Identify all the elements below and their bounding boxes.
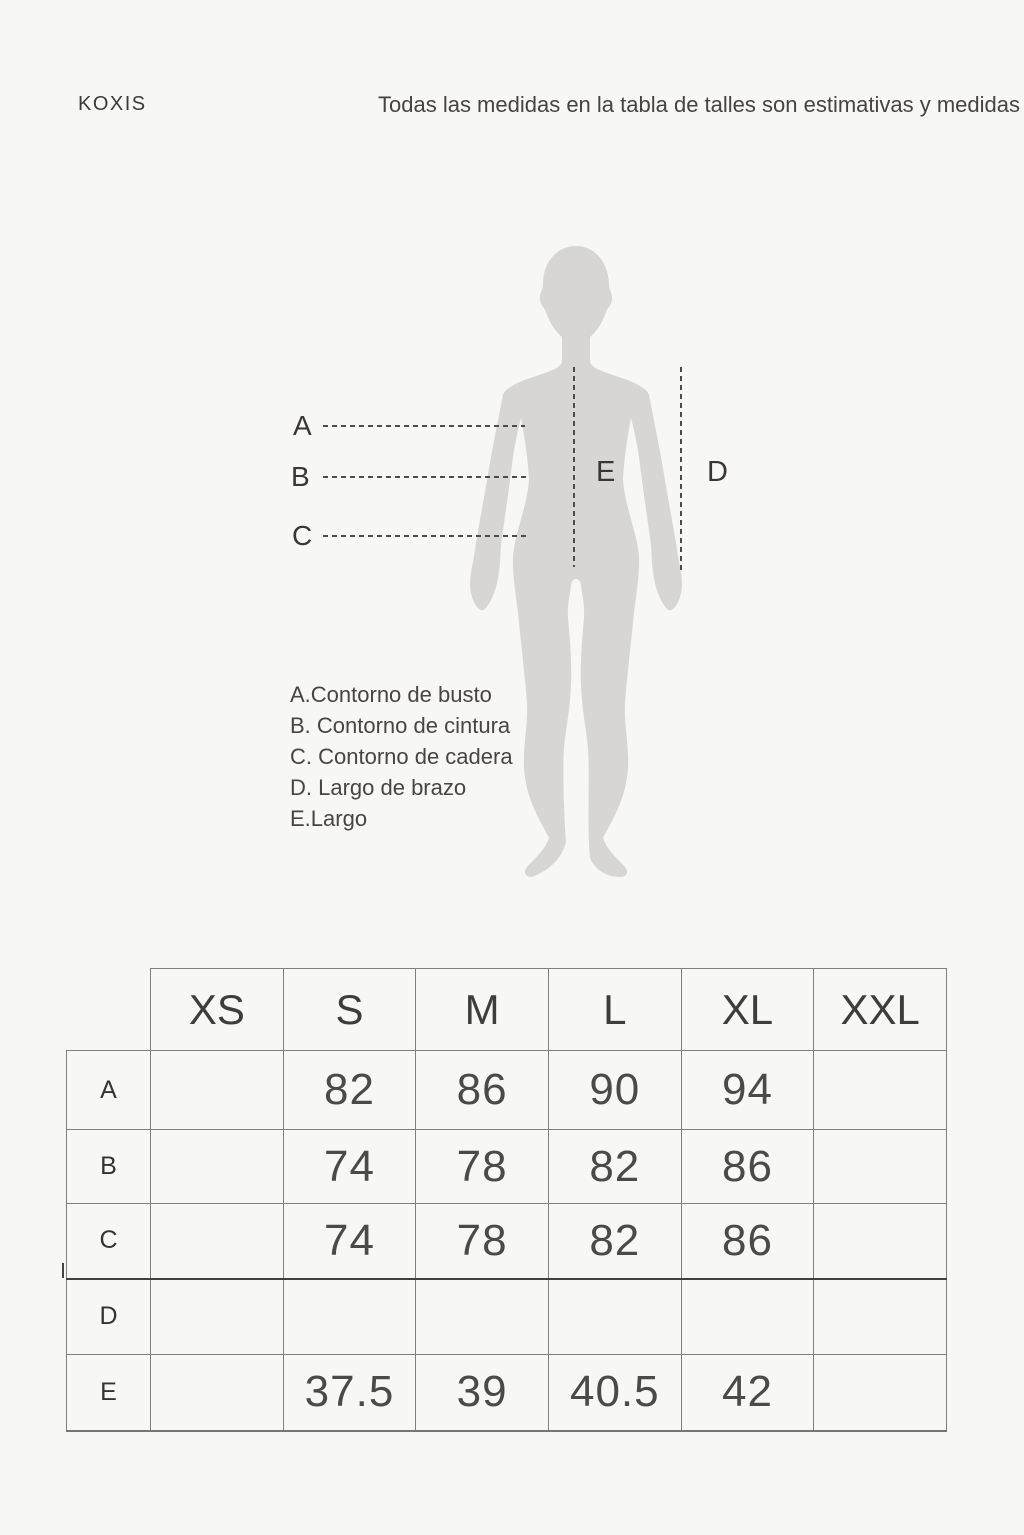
cell-a-m: 86 bbox=[416, 1051, 549, 1130]
legend-item-bust: A.Contorno de busto bbox=[290, 682, 492, 707]
measurement-legend bbox=[290, 679, 513, 834]
cell-c-m: 78 bbox=[416, 1204, 549, 1279]
cell-b-m: 78 bbox=[416, 1130, 549, 1204]
legend-item-arm: D. Largo de brazo bbox=[290, 775, 467, 800]
cell-c-l: 82 bbox=[548, 1204, 681, 1279]
cell-a-xl: 94 bbox=[681, 1051, 814, 1130]
cell-e-m: 39 bbox=[416, 1355, 549, 1431]
row-label-c: C bbox=[67, 1204, 151, 1279]
disclaimer-text: Todas las medidas en la tabla de talles son estimativas y medidas bbox=[378, 92, 1021, 117]
cell-d-l bbox=[548, 1279, 681, 1355]
cell-b-xxl bbox=[814, 1130, 947, 1204]
col-header-xxl: XXL bbox=[814, 969, 947, 1051]
measure-line-hip bbox=[323, 535, 528, 537]
cell-a-xs bbox=[151, 1051, 284, 1130]
marker-label-d: D bbox=[707, 456, 728, 488]
cell-e-xl: 42 bbox=[681, 1355, 814, 1431]
marker-label-e: E bbox=[596, 456, 616, 488]
row-label-d: D bbox=[67, 1279, 151, 1355]
legend-item-waist: B. Contorno de cintura bbox=[290, 713, 511, 738]
col-header-xs: XS bbox=[151, 969, 284, 1051]
cell-c-s: 74 bbox=[283, 1204, 416, 1279]
size-table-header-row bbox=[67, 969, 947, 1051]
col-header-s: S bbox=[283, 969, 416, 1051]
row-label-a: A bbox=[67, 1051, 151, 1130]
cell-e-l: 40.5 bbox=[548, 1355, 681, 1431]
cell-b-xl: 86 bbox=[681, 1130, 814, 1204]
cell-d-s bbox=[283, 1279, 416, 1355]
cell-c-xxl bbox=[814, 1204, 947, 1279]
marker-label-b: B bbox=[291, 461, 310, 492]
cell-e-xxl bbox=[814, 1355, 947, 1431]
measure-line-length bbox=[573, 367, 575, 567]
cell-a-l: 90 bbox=[548, 1051, 681, 1130]
stray-mark bbox=[62, 1263, 64, 1278]
legend-item-hip: C. Contorno de cadera bbox=[290, 744, 513, 769]
row-label-e: E bbox=[67, 1355, 151, 1431]
measure-line-bust bbox=[323, 425, 525, 427]
col-header-l: L bbox=[548, 969, 681, 1051]
cell-a-s: 82 bbox=[283, 1051, 416, 1130]
brand-logo-text: KOXIS bbox=[78, 93, 147, 115]
cell-d-m bbox=[416, 1279, 549, 1355]
table-row-e bbox=[67, 1355, 947, 1431]
cell-a-xxl bbox=[814, 1051, 947, 1130]
cell-d-xl bbox=[681, 1279, 814, 1355]
table-row-a bbox=[67, 1051, 947, 1130]
size-table bbox=[66, 968, 947, 1432]
table-row-c bbox=[67, 1204, 947, 1279]
table-row-d bbox=[67, 1279, 947, 1355]
measure-line-waist bbox=[323, 476, 527, 478]
row-label-b: B bbox=[67, 1130, 151, 1204]
cell-b-s: 74 bbox=[283, 1130, 416, 1204]
cell-d-xs bbox=[151, 1279, 284, 1355]
cell-d-xxl bbox=[814, 1279, 947, 1355]
table-row-b bbox=[67, 1130, 947, 1204]
cell-b-l: 82 bbox=[548, 1130, 681, 1204]
cell-c-xl: 86 bbox=[681, 1204, 814, 1279]
cell-e-xs bbox=[151, 1355, 284, 1431]
legend-item-length: E.Largo bbox=[290, 806, 368, 831]
marker-label-c: C bbox=[292, 520, 313, 551]
cell-c-xs bbox=[151, 1204, 284, 1279]
cell-b-xs bbox=[151, 1130, 284, 1204]
cell-e-s: 37.5 bbox=[283, 1355, 416, 1431]
col-header-m: M bbox=[416, 969, 549, 1051]
marker-label-a: A bbox=[293, 410, 312, 441]
col-header-xl: XL bbox=[681, 969, 814, 1051]
table-corner-cell bbox=[67, 969, 151, 1051]
measure-line-arm bbox=[680, 367, 682, 570]
